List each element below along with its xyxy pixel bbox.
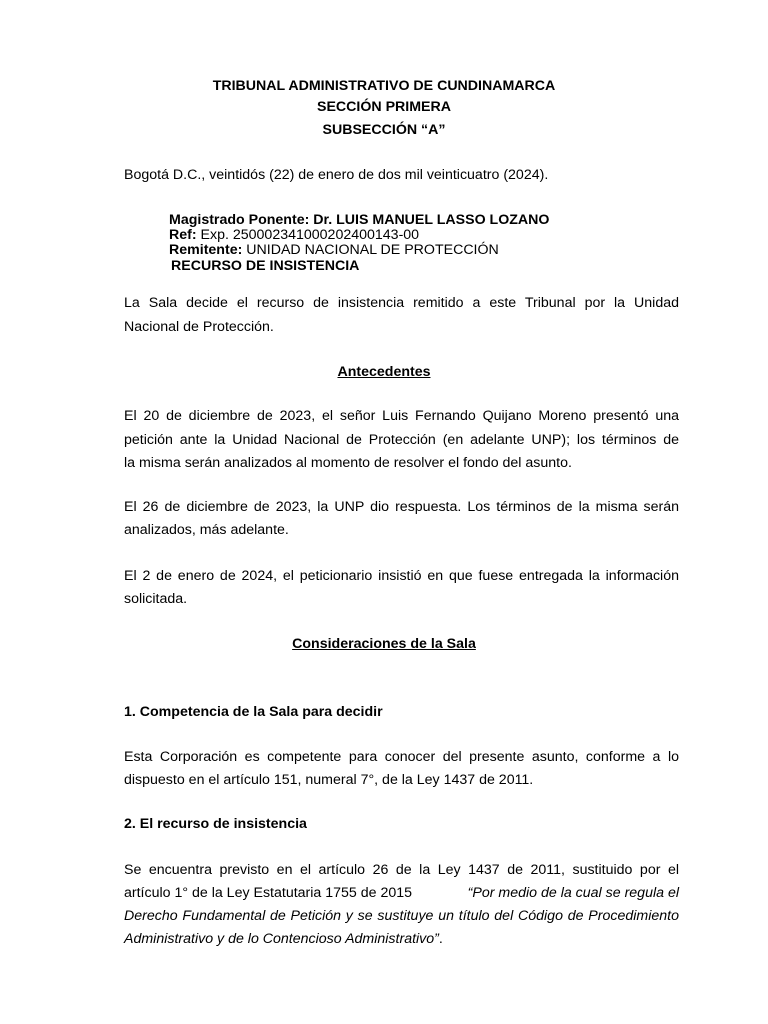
magistrate-line: Magistrado Ponente: Dr. LUIS MANUEL LASSO LOZANO: [169, 212, 550, 228]
section-2-line-2: [124, 885, 679, 901]
section-name: SECCIÓN PRIMERA: [316, 99, 451, 115]
antecedentes-p1-line-2: petición ante la Unidad Nacional de Protección (en adelante UNP); los términos de: [124, 432, 679, 448]
section-2-heading: 2. El recurso de insistencia: [124, 816, 307, 832]
section-2-line-2-plain: artículo 1° de la Ley Estatutaria 1755 de 2015: [124, 885, 413, 901]
case-type: RECURSO DE INSISTENCIA: [171, 258, 360, 274]
section-2-line-4-quote: Administrativo y de lo Contencioso Administrativo”: [124, 931, 439, 947]
antecedentes-p1-line-1: El 20 de diciembre de 2023, el señor Luis Fernando Quijano Moreno presentó una: [124, 408, 679, 424]
section-2-line-1: Se encuentra previsto en el artículo 26 de la Ley 1437 de 2011, sustituido por el: [124, 862, 679, 878]
court-name: TRIBUNAL ADMINISTRATIVO DE CUNDINAMARCA: [212, 78, 556, 94]
ref-value: Exp. 250002341000202400143-00: [196, 227, 420, 243]
ref-label: Ref:: [169, 227, 197, 243]
section-1-line-2: dispuesto en el artículo 151, numeral 7°, de la Ley 1437 de 2011.: [124, 772, 534, 788]
consideraciones-heading: Consideraciones de la Sala: [292, 636, 476, 652]
ref-line: [169, 227, 419, 243]
antecedentes-p3-line-2: solicitada.: [124, 591, 188, 607]
section-1-line-1: Esta Corporación es competente para conocer del presente asunto, conforme a lo: [124, 749, 679, 765]
section-2-line-2-quote: “Por medio de la cual se regula el: [467, 885, 679, 901]
section-2-line-4-end: .: [438, 931, 443, 947]
section-1-heading: 1. Competencia de la Sala para decidir: [124, 704, 383, 720]
antecedentes-p3-line-1: El 2 de enero de 2024, el peticionario insistió en que fuese entregada la información: [124, 568, 679, 584]
section-2-line-4: [124, 931, 443, 947]
subsection-name: SUBSECCIÓN “A”: [322, 122, 446, 138]
sender-value: UNIDAD NACIONAL DE PROTECCIÓN: [242, 242, 499, 258]
sender-line: [169, 242, 499, 258]
intro-line-1: La Sala decide el recurso de insistencia remitido a este Tribunal por la Unidad: [124, 295, 679, 311]
section-2-line-3: Derecho Fundamental de Petición y se sustituye un título del Código de Procedimiento: [124, 908, 679, 924]
antecedentes-p1-line-3: la misma serán analizados al momento de resolver el fondo del asunto.: [124, 455, 572, 471]
antecedentes-p2-line-1: El 26 de diciembre de 2023, la UNP dio respuesta. Los términos de la misma serán: [124, 499, 679, 515]
sender-label: Remitente:: [169, 242, 243, 258]
intro-line-2: Nacional de Protección.: [124, 319, 274, 335]
date-line: Bogotá D.C., veintidós (22) de enero de dos mil veinticuatro (2024).: [124, 167, 549, 183]
antecedentes-heading: Antecedentes: [337, 364, 431, 380]
antecedentes-p2-line-2: analizados, más adelante.: [124, 522, 289, 538]
